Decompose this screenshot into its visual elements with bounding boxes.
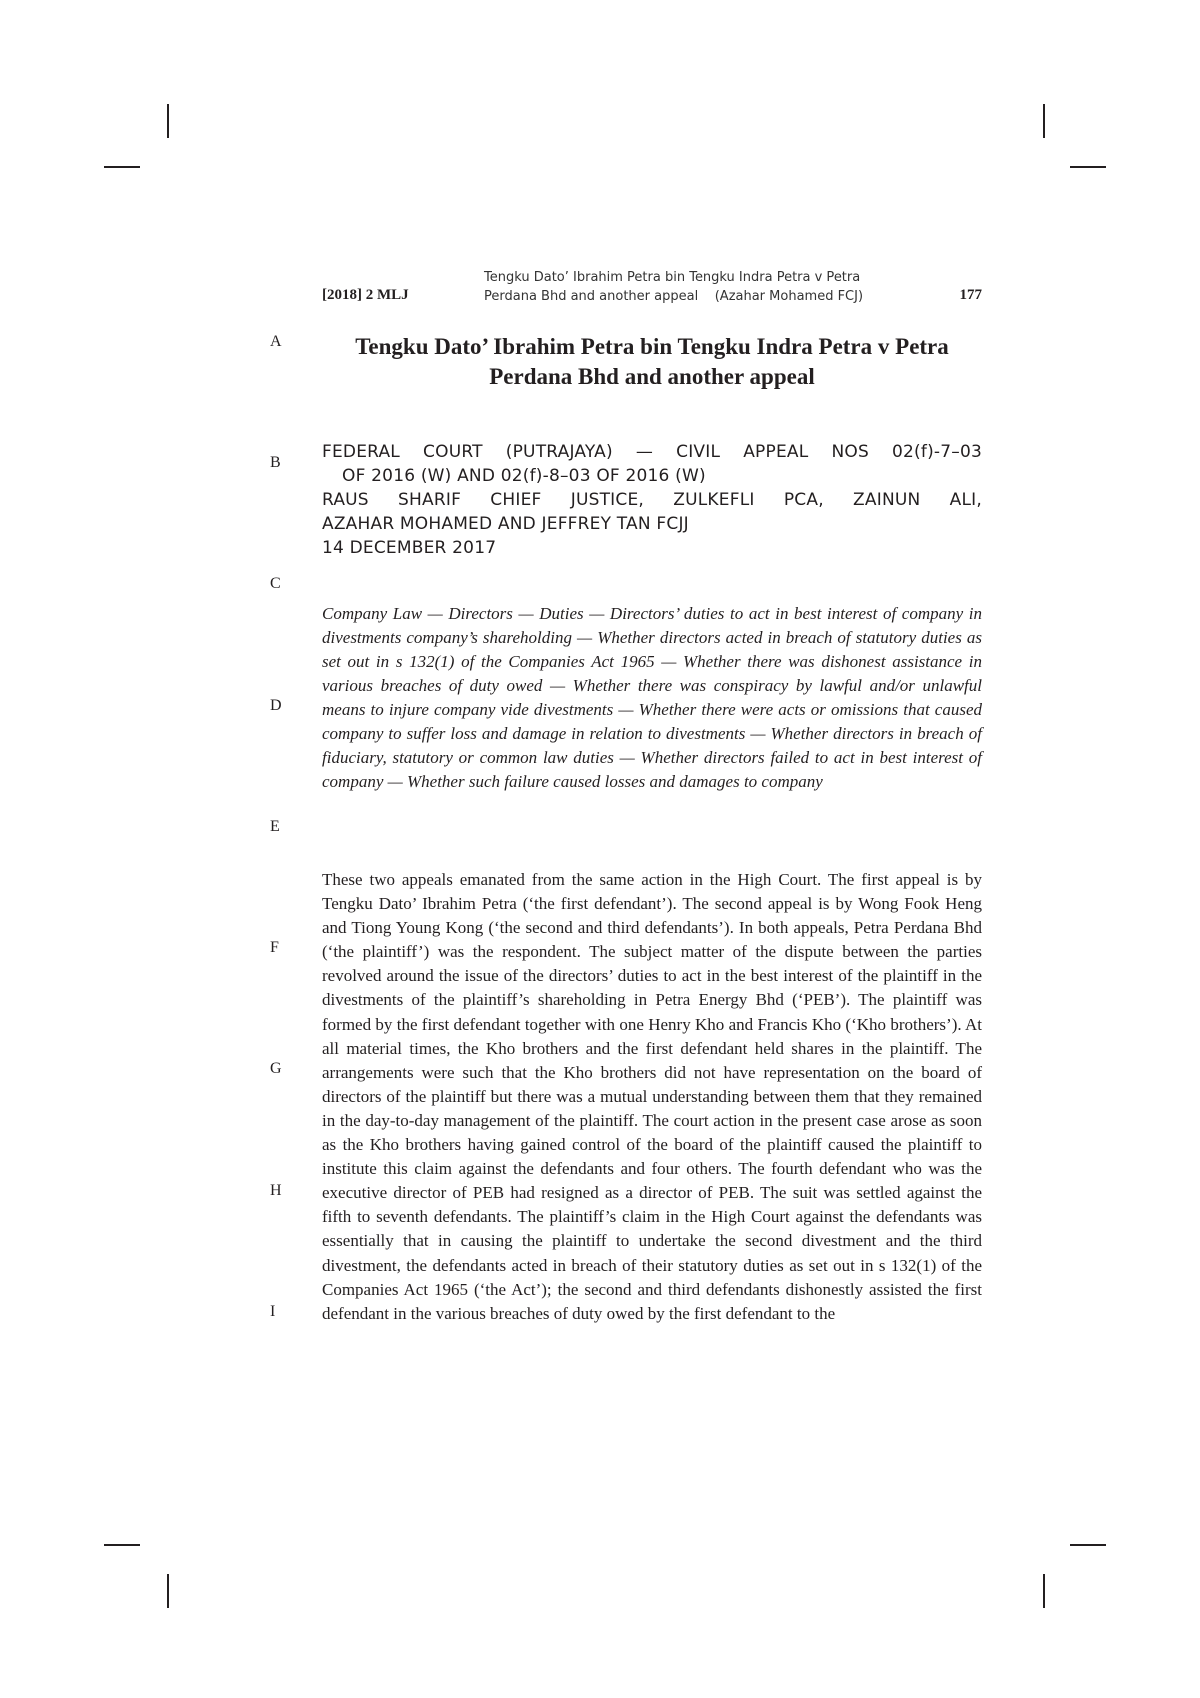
crop-mark-top-right-horizontal [1070, 166, 1106, 168]
catchwords: Company Law — Directors — Duties — Directors’ duties to act in best interest of company in divestments company’s shareholding — Whether directors acted in breach of statutory duties as set out in s 132(1) of the Companies Act 1965 — Whether there was dishonest assistance in various breaches of duty owed — Whether there was conspiracy by lawful and/or unlawful means to injure company vide divestments — Whether there were acts or omissions that caused company to suffer loss and damage in relation to divestments — Whether directors in breach of fiduciary, statutory or common law duties — Whether directors failed to act in best interest of company — Whether such failure caused losses and damages to company [322, 604, 982, 791]
crop-mark-bottom-left-horizontal [104, 1544, 140, 1546]
running-title-line-2: Perdana Bhd and another appeal (Azahar Mohamed FCJ) [484, 289, 864, 304]
court-details [322, 440, 982, 560]
law-report-citation: [2018] 2 MLJ [322, 287, 409, 303]
running-header [322, 268, 982, 308]
running-title [484, 268, 863, 306]
case-title-line-2: Perdana Bhd and another appeal [489, 364, 815, 389]
margin-marker-c: C [270, 575, 281, 592]
margin-marker-i: I [270, 1303, 276, 1320]
court-appeal-line-continued: OF 2016 (W) AND 02(f)-8–03 OF 2016 (W) [342, 466, 706, 486]
headnote-paragraph: These two appeals emanated from the same action in the High Court. The first appeal is by Tengku Dato’ Ibrahim Petra (‘the first defendant’). The second appeal is by Wong Fook Heng and Tiong Young Kong (‘the second and third defendants’). In both appeals, Petra Perdana Bhd (‘the plaintiff’) was the respondent. The subject matter of the dispute between the parties revolved around the issue of the directors’ duties to act in the best interest of the plaintiff in the divestments of the plaintiff’s shareholding in Petra Energy Bhd (‘PEB’). The plaintiff was formed by the first defendant together with one Henry Kho and Francis Kho (‘Kho brothers’). At all material times, the Kho brothers and the first defendant held shares in the plaintiff. The arrangements were such that the Kho brothers did not have representation on the board of directors of the plaintiff but there was a mutual understanding between them that they remained in the day-to-day management of the plaintiff. The court action in the present case arose as soon as the Kho brothers having gained control of the board of the plaintiff caused the plaintiff to institute this claim against the defendants and four others. The fourth defendant who was the executive director of PEB had resigned as a director of PEB. The suit was settled against the fifth to seventh defendants. The plaintiff’s claim in the High Court against the defendants was essentially that in causing the plaintiff to undertake the second divestment and the third divestment, the defendants acted in breach of their statutory duties as set out in s 132(1) of the Companies Act 1965 (‘the Act’); the second and third defendants dishonestly assisted the first defendant in the various breaches of duty owed by the first defendant to the [322, 870, 982, 1323]
margin-marker-a: A [270, 333, 282, 350]
crop-mark-bottom-right-horizontal [1070, 1544, 1106, 1546]
coram-line: RAUS SHARIF CHIEF JUSTICE, ZULKEFLI PCA, ZAINUN ALI, [322, 490, 982, 510]
coram-line-continued: AZAHAR MOHAMED AND JEFFREY TAN FCJJ [322, 514, 689, 534]
crop-mark-top-left-vertical [167, 104, 169, 138]
crop-mark-top-left-horizontal [104, 166, 140, 168]
running-title-line-1: Tengku Dato’ Ibrahim Petra bin Tengku Indra Petra v Petra [484, 270, 861, 285]
page-number: 177 [959, 287, 982, 303]
margin-marker-b: B [270, 454, 281, 471]
case-title [322, 332, 982, 392]
judgment-date: 14 DECEMBER 2017 [322, 538, 497, 558]
margin-marker-h: H [270, 1182, 282, 1199]
crop-mark-bottom-right-vertical [1043, 1574, 1045, 1608]
case-title-line-1: Tengku Dato’ Ibrahim Petra bin Tengku Indra Petra v Petra [355, 334, 949, 359]
court-appeal-line: FEDERAL COURT (PUTRAJAYA) — CIVIL APPEAL NOS 02(f)-7–03 [322, 442, 982, 462]
margin-marker-g: G [270, 1060, 282, 1077]
margin-marker-e: E [270, 818, 280, 835]
crop-mark-top-right-vertical [1043, 104, 1045, 138]
margin-marker-d: D [270, 697, 282, 714]
margin-marker-f: F [270, 939, 279, 956]
crop-mark-bottom-left-vertical [167, 1574, 169, 1608]
